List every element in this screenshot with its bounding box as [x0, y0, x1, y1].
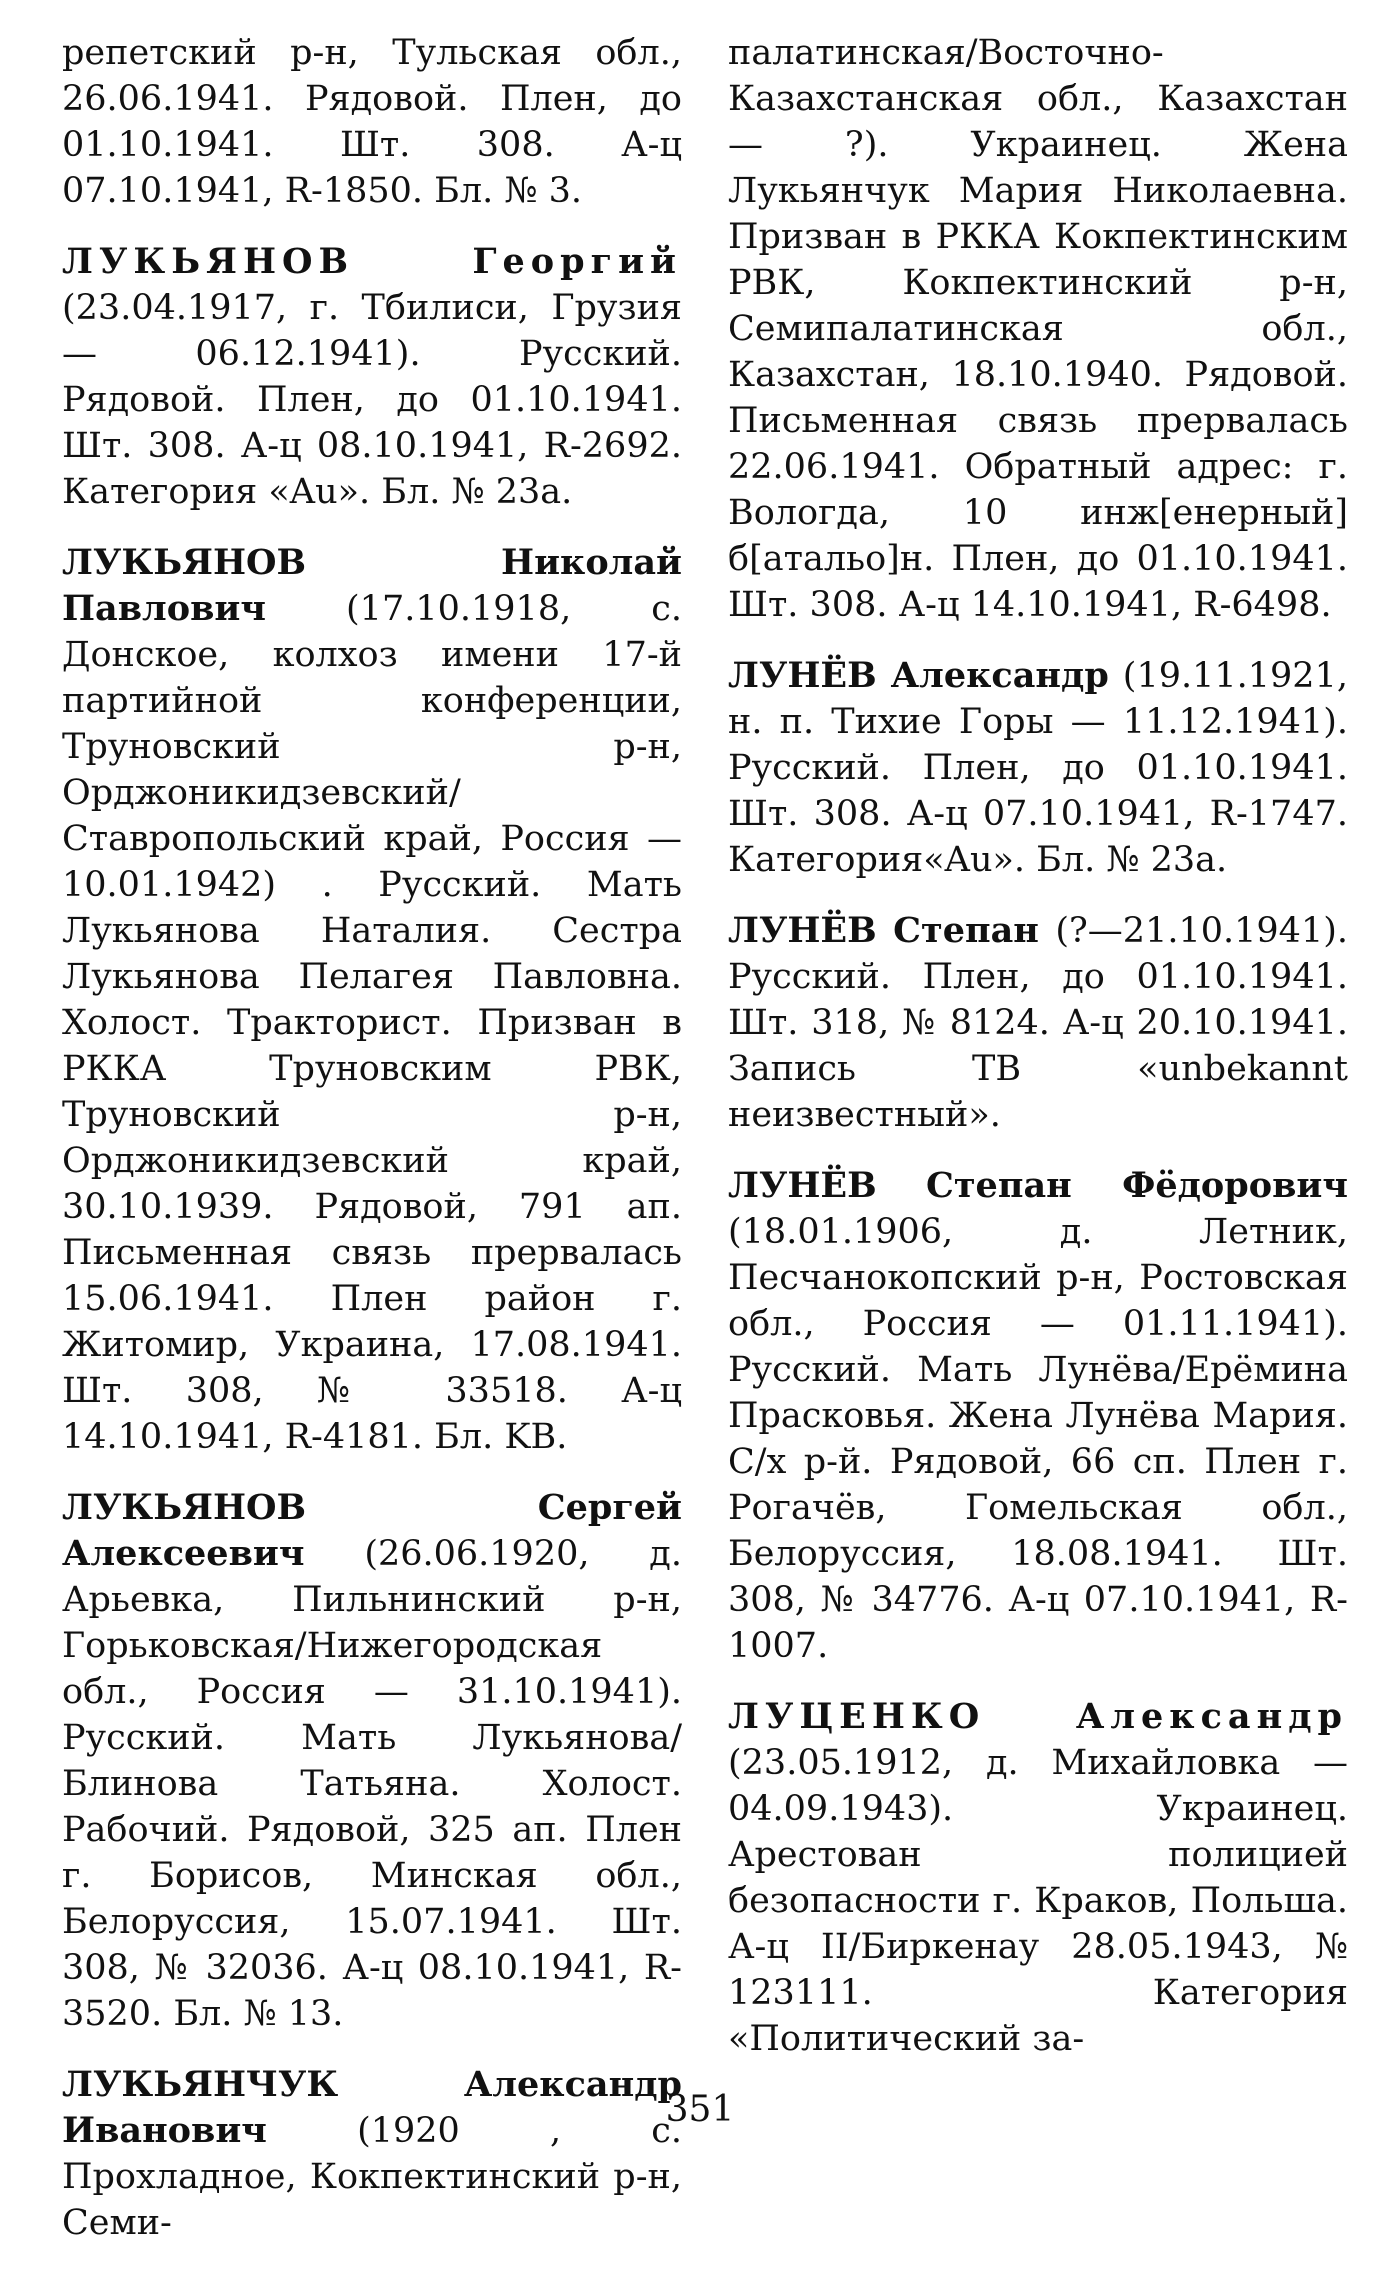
entry-lutsenko-aleksandr	[728, 1694, 1348, 2062]
page-number: 351	[665, 2089, 735, 2130]
entry-text: (23.04.1917, г. Тбилиси, Грузия — 06.12.1941). Русский. Рядовой. Плен, до 01.10.1941. Шт. 308. А-ц 08.10.1941, R-2692. Категория «Au». Бл. № 23а.	[62, 288, 682, 512]
entry-text: (19.11.1921, н. п. Тихие Горы — 11.12.1941). Русский. Плен, до 01.10.1941. Шт. 308. А-ц 07.10.1941, R-1747. Категория«Au». Бл. № 23а.	[728, 656, 1348, 880]
entry-text: (?—21.10.1941). Русский. Плен, до 01.10.1941. Шт. 318, № 8124. А-ц 20.10.1941. Запись ТВ «unbekannt неизвестный».	[728, 911, 1348, 1135]
entry-given-name: Александр	[1075, 1696, 1348, 1737]
entry-text: (1920 , с. Прохладное, Кокпектинский р-н, Семи-	[62, 2111, 682, 2243]
entry-given-name: Георгий	[472, 241, 682, 282]
entry-lunev-stepan-fedorovich	[728, 1163, 1348, 1669]
entry-text: (26.06.1920, д. Арьевка, Пильнинский р-н, Горьковская/Нижегородская обл., Россия — 31.10.1941). Русский. Мать Лукьянова/Блинова Татьяна. Холост. Рабочий. Рядовой, 325 ап. Плен г. Борисов, Минская обл., Белоруссия, 15.07.1941. Шт. 308, № 32036. А-ц 08.10.1941, R-3520. Бл. № 13.	[62, 1534, 682, 2034]
entry-given-name: Степан Фёдорович	[926, 1165, 1348, 1206]
entry-surname: ЛУНЁВ	[728, 655, 877, 696]
entry-lunev-aleksandr	[728, 653, 1348, 883]
entry-surname: ЛУЦЕНКО	[728, 1696, 986, 1737]
entry-surname: ЛУКЬЯНЧУК	[62, 2064, 339, 2105]
entry-text: палатинская/Восточно-Казахстанская обл., Казахстан — ?). Украинец. Жена Лукьянчук Мария Николаевна. Призван в РККА Кокпектинским РВК, Кокпектинский р-н, Семипалатинская обл., Казахстан, 18.10.1940. Рядовой. Письменная связь прервалась 22.06.1941. Обратный адрес: г. Вологда, 10 инж[енерный] б[атальо]н. Плен, до 01.10.1941. Шт. 308. А-ц 14.10.1941, R-6498.	[728, 33, 1348, 625]
entry-surname: ЛУНЁВ	[728, 910, 877, 951]
entry-given-name: Александр Иванович	[62, 2064, 682, 2151]
entry-text: (23.05.1912, д. Михайловка — 04.09.1943). Украинец. Арестован полицией безопасности г. Краков, Польша. А-ц II/Биркенау 28.05.1943, № 123111. Категория «Политический за-	[728, 1743, 1348, 2059]
left-column	[62, 30, 682, 2271]
entry-surname: ЛУКЬЯНОВ	[62, 542, 307, 583]
right-column	[728, 30, 1348, 2087]
entry-surname: ЛУНЁВ	[728, 1165, 877, 1206]
entry-given-name: Николай Павлович	[62, 542, 682, 629]
entry-surname: ЛУКЬЯНОВ	[62, 1487, 307, 1528]
entry-text: (18.01.1906, д. Летник, Песчанокопский р-н, Ростовская обл., Россия — 01.11.1941). Русский. Мать Лунёва/Ерёмина Прасковья. Жена Лунёва Мария. С/х р-й. Рядовой, 66 сп. Плен г. Рогачёв, Гомельская обл., Белоруссия, 18.08.1941. Шт. 308, № 34776. А-ц 07.10.1941, R-1007.	[728, 1212, 1348, 1666]
entry-given-name: Сергей Алексеевич	[62, 1487, 682, 1574]
entry-given-name: Степан	[893, 910, 1039, 951]
entry-continuation	[62, 30, 682, 214]
entry-lukyanov-georgiy	[62, 239, 682, 515]
entry-lukyanov-nikolay	[62, 540, 682, 1460]
entry-surname: ЛУКЬЯНОВ	[62, 241, 355, 282]
entry-continuation	[728, 30, 1348, 628]
entry-lunev-stepan	[728, 908, 1348, 1138]
entry-lukyanov-sergey	[62, 1485, 682, 2037]
entry-text: (17.10.1918, с. Донское, колхоз имени 17-й партийной конференции, Труновский р-н, Орджоникидзевский/Ставропольский край, Россия — 10.01.1942) . Русский. Мать Лукьянова Наталия. Сестра Лукьянова Пелагея Павловна. Холост. Тракторист. Призван в РККА Труновским РВК, Труновский р-н, Орджоникидзевский край, 30.10.1939. Рядовой, 791 ап. Письменная связь прервалась 15.06.1941. Плен район г. Житомир, Украина, 17.08.1941. Шт. 308, № 33518. А-ц 14.10.1941, R-4181. Бл. KB.	[62, 589, 682, 1457]
entry-text: репетский р-н, Тульская обл., 26.06.1941. Рядовой. Плен, до 01.10.1941. Шт. 308. А-ц 07.10.1941, R-1850. Бл. № 3.	[62, 33, 682, 211]
entry-given-name: Александр	[890, 655, 1109, 696]
